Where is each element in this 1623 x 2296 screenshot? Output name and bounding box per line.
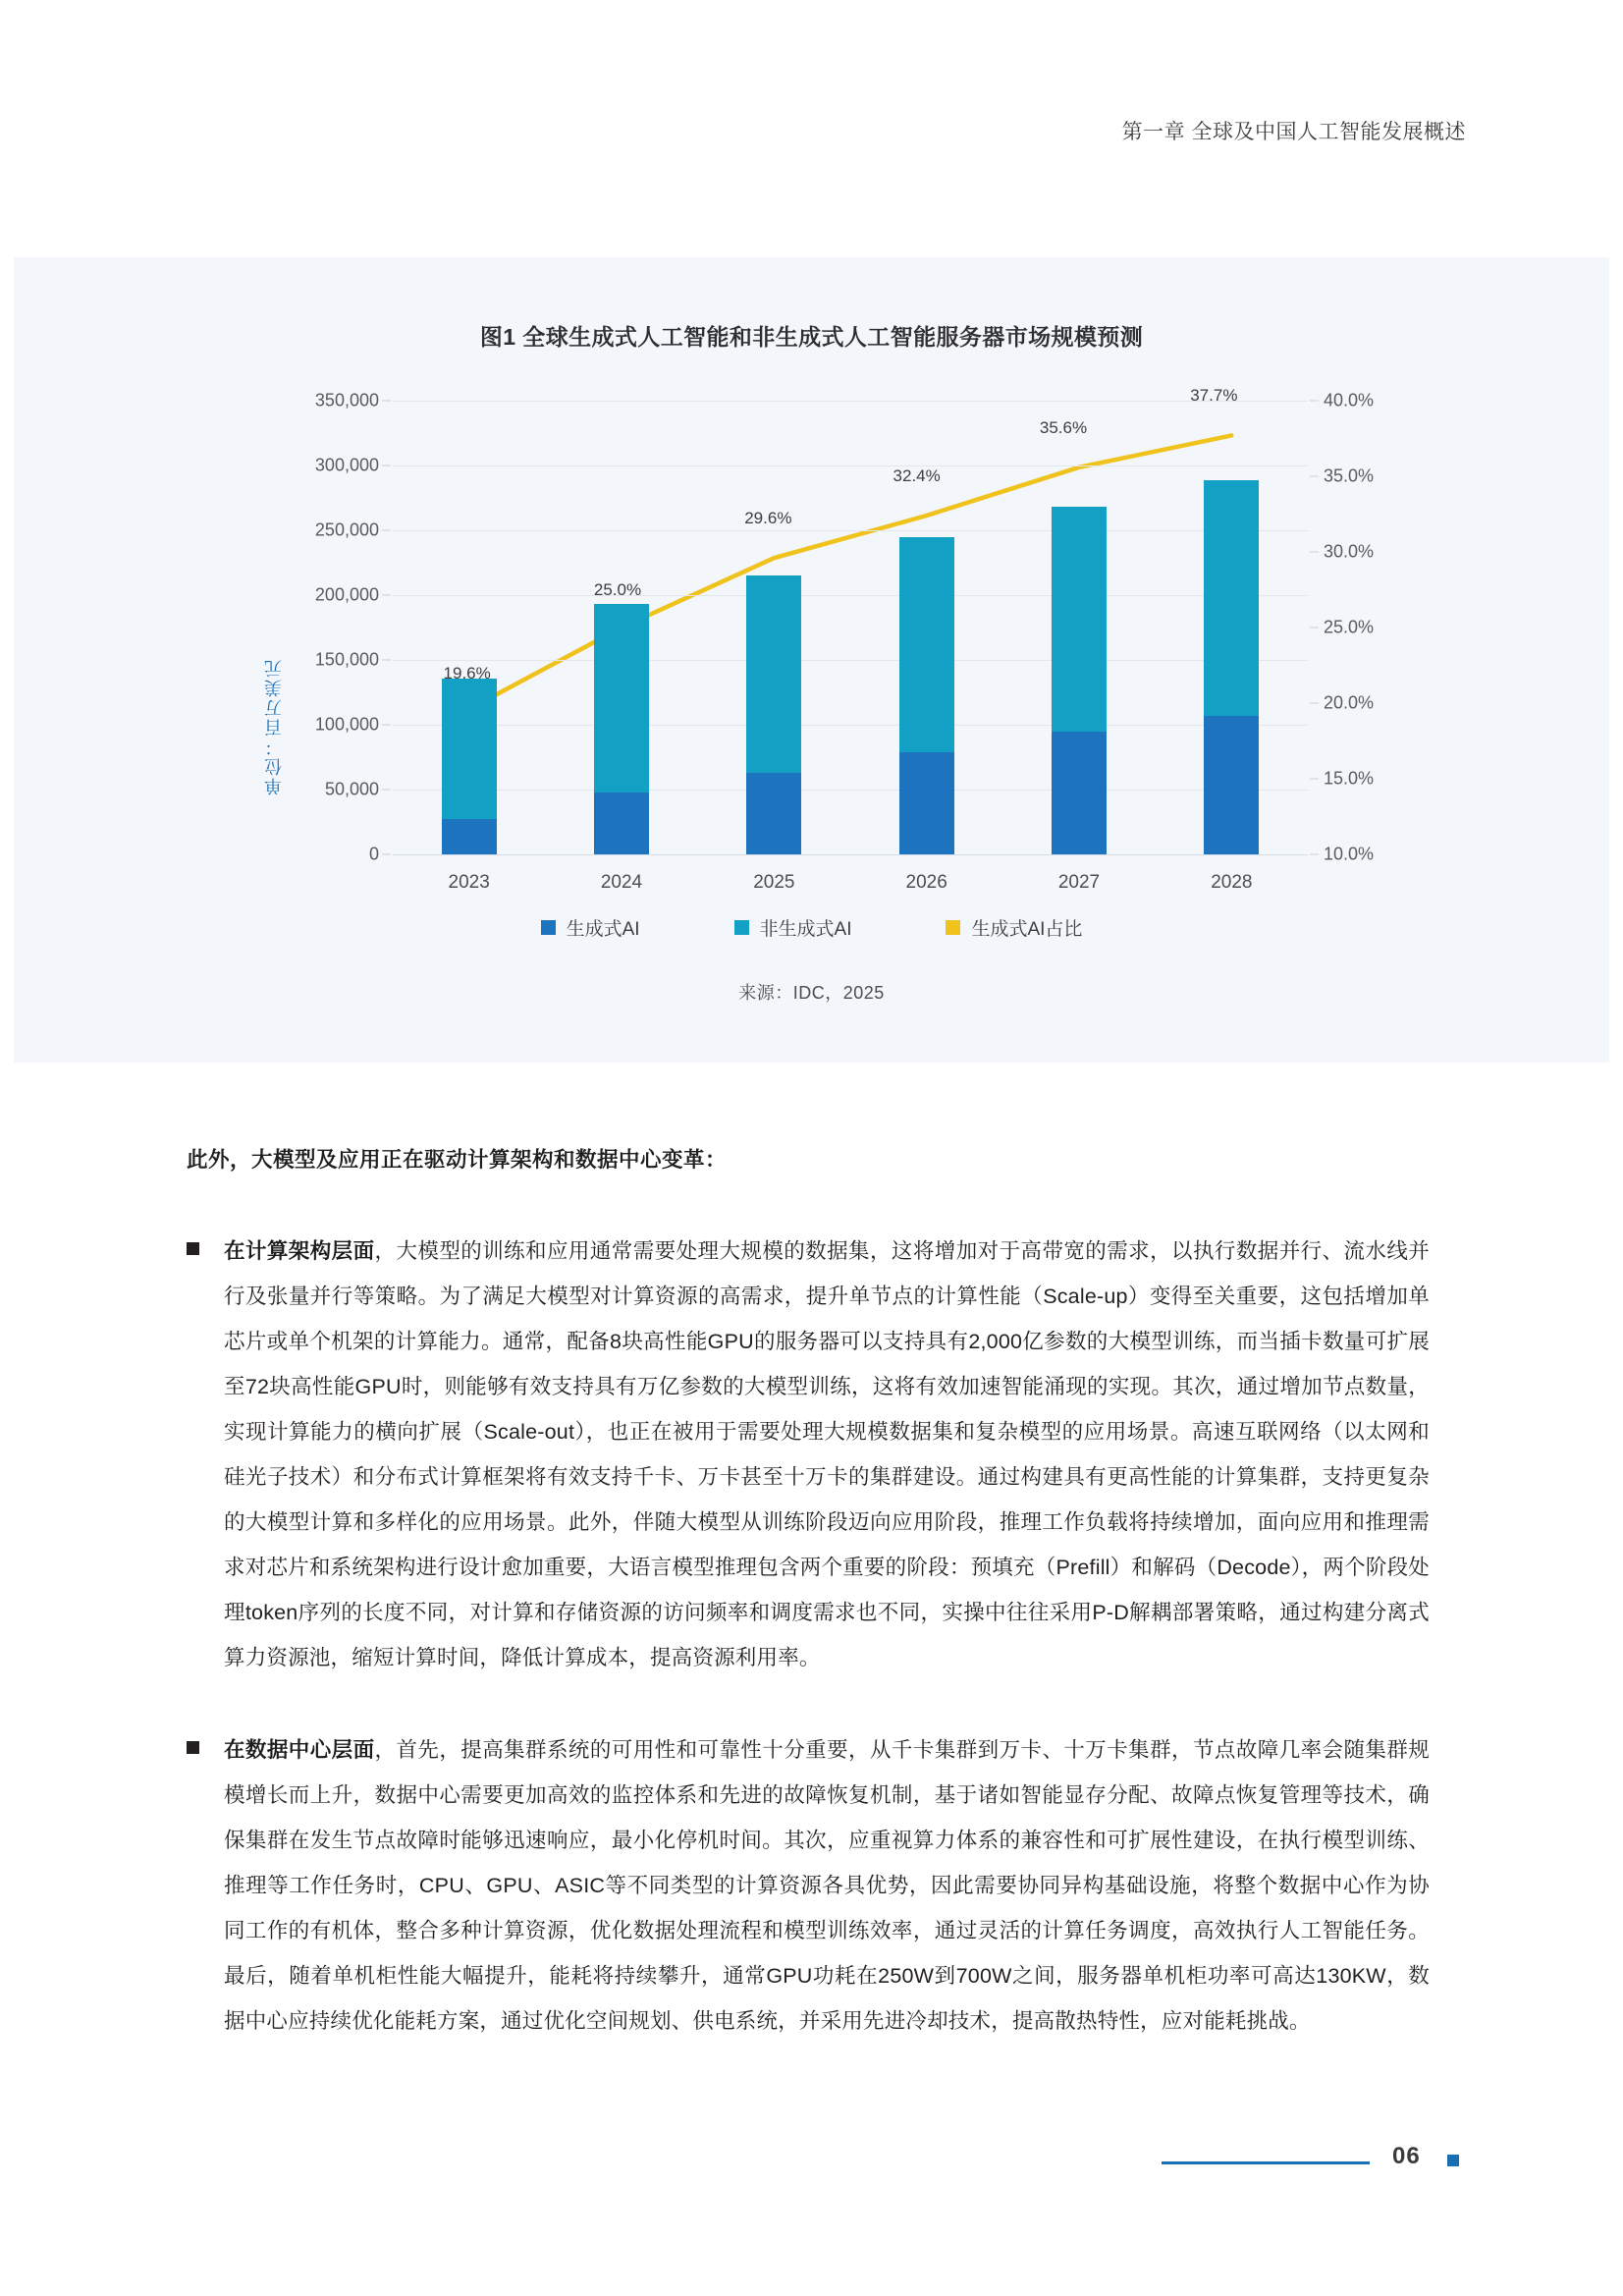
y-axis-unit-label: 单位：百万美元: [264, 658, 284, 795]
bar-segment-gen-ai[interactable]: [1204, 716, 1259, 854]
figure-source-note: 来源：IDC，2025: [738, 983, 885, 1003]
y-axis-tickmark: [382, 401, 391, 402]
bullet-heading: 在数据中心层面: [224, 1738, 375, 1762]
bar-segment-non-gen-ai[interactable]: [746, 575, 801, 773]
y-axis-tickmark: [382, 854, 391, 855]
legend-swatch-icon: [734, 920, 749, 935]
data-label-ratio: 32.4%: [893, 466, 941, 486]
figure-title: 图1 全球生成式人工智能和非生成式人工智能服务器市场规模预测: [479, 324, 1144, 350]
bar-segment-gen-ai[interactable]: [1052, 732, 1107, 854]
data-label-ratio: 37.7%: [1190, 386, 1238, 406]
running-header-chapter-title: 第一章 全球及中国人工智能发展概述: [1121, 121, 1466, 143]
y-axis-tick-label: 250,000: [314, 519, 379, 540]
x-axis-tick-label: 2027: [1057, 872, 1101, 893]
secondary-y-axis-tick-label: 30.0%: [1324, 541, 1375, 562]
market-size-forecast-chart: [14, 257, 1609, 1063]
gridline: [393, 660, 1308, 661]
bar-segment-non-gen-ai[interactable]: [594, 604, 649, 792]
gridline: [393, 854, 1308, 855]
ratio-line-series: [393, 401, 1308, 854]
stacked-bar[interactable]: [442, 678, 497, 854]
y-axis-tick-label: 200,000: [314, 584, 379, 605]
stacked-bar[interactable]: [899, 537, 954, 854]
bullet-marker-icon: [187, 1242, 199, 1255]
legend-label: 生成式AI: [566, 919, 640, 940]
legend-item[interactable]: [734, 914, 852, 941]
chart-plot-area: [314, 386, 1375, 893]
y-axis-tick-label: 0: [368, 844, 379, 864]
secondary-y-axis-tickmark: [1310, 476, 1319, 477]
secondary-y-axis-tick-label: 20.0%: [1324, 692, 1375, 713]
figure-panel: [14, 257, 1609, 1063]
bullet-list: [187, 1229, 1430, 2044]
footer-accent-square: [1447, 2155, 1459, 2166]
x-axis-tick-label: 2023: [448, 872, 490, 893]
footer-rule: [1162, 2161, 1370, 2164]
gridline: [393, 530, 1308, 531]
page-number: 06: [1392, 2143, 1421, 2169]
stacked-bar[interactable]: [1052, 507, 1107, 854]
bullet-paragraph: 在数据中心层面，首先，提高集群系统的可用性和可靠性十分重要，从千卡集群到万卡、十万卡集群，节点故障几率会随集群规模增长而上升，数据中心需要更加高效的监控体系和先进的故障恢复机制，基于诸如智能显存分配、故障点恢复管理等技术，确保集群在发生节点故障时能够迅速响应，最小化停机时间。其次，应重视算力体系的兼容性和可扩展性建设，在执行模型训练、推理等工作任务时，CPU、GPU、ASIC等不同类型的计算资源各具优势，因此需要协同异构基础设施，将整个数据中心作为协同工作的有机体，整合多种计算资源，优化数据处理流程和模型训练效率，通过灵活的计算任务调度，高效执行人工智能任务。最后，随着单机柜性能大幅提升，能耗将持续攀升，通常GPU功耗在250W到700W之间，服务器单机柜功率可高达130KW，数据中心应持续优化能耗方案，通过优化空间规划、供电系统，并采用先进冷却技术，提高散热特性，应对能耗挑战。: [224, 1738, 1430, 2033]
y-axis-tickmark: [382, 660, 391, 661]
bullet-item: [187, 1229, 1430, 1680]
x-axis-tick-label: 2026: [905, 872, 947, 893]
stacked-bar[interactable]: [1204, 480, 1259, 854]
legend-swatch-icon: [541, 920, 556, 935]
bar-segment-non-gen-ai[interactable]: [442, 679, 497, 820]
body-copy: [187, 1143, 1430, 2091]
bullet-marker-icon: [187, 1741, 199, 1754]
bar-segment-non-gen-ai[interactable]: [899, 537, 954, 752]
bar-segment-non-gen-ai[interactable]: [1052, 507, 1107, 731]
body-lead-paragraph: 此外，大模型及应用正在驱动计算架构和数据中心变革：: [187, 1148, 728, 1172]
chart-legend: [14, 914, 1609, 941]
gridline: [393, 401, 1308, 402]
y-axis-tickmark: [382, 530, 391, 531]
data-label-ratio: 35.6%: [1039, 417, 1088, 437]
bullet-heading: 在计算架构层面: [224, 1239, 375, 1263]
gridline: [393, 595, 1308, 596]
y-axis-tick-label: 300,000: [314, 455, 379, 475]
y-axis-tickmark: [382, 595, 391, 596]
secondary-y-axis-tick-label: 10.0%: [1324, 844, 1375, 864]
data-label-ratio: 19.6%: [443, 664, 491, 683]
gridline: [393, 465, 1308, 466]
bullet-item: [187, 1727, 1430, 2044]
bar-segment-gen-ai[interactable]: [594, 793, 649, 854]
gridline: [393, 790, 1308, 791]
secondary-y-axis-tick-label: 15.0%: [1324, 768, 1375, 789]
bar-segment-gen-ai[interactable]: [899, 752, 954, 854]
legend-label: 生成式AI占比: [971, 919, 1083, 940]
gridline: [393, 725, 1308, 726]
ratio-line-path: [469, 435, 1232, 709]
secondary-y-axis-tickmark: [1310, 703, 1319, 704]
bar-segment-non-gen-ai[interactable]: [1204, 480, 1259, 716]
x-axis-tick-label: 2028: [1211, 872, 1253, 893]
secondary-y-axis-tick-label: 40.0%: [1324, 390, 1375, 410]
bar-segment-gen-ai[interactable]: [442, 819, 497, 854]
y-axis-tickmark: [382, 465, 391, 466]
legend-item[interactable]: [541, 914, 640, 941]
y-axis-tick-label: 350,000: [314, 390, 379, 410]
data-label-ratio: 29.6%: [744, 509, 792, 528]
bullet-paragraph: 在计算架构层面，大模型的训练和应用通常需要处理大规模的数据集，这将增加对于高带宽的需求，以执行数据并行、流水线并行及张量并行等策略。为了满足大模型对计算资源的高需求，提升单节点的计算性能（Scale-up）变得至关重要，这包括增加单芯片或单个机架的计算能力。通常，配备8块高性能GPU的服务器可以支持具有2,000亿参数的大模型训练，而当插卡数量可扩展至72块高性能GPU时，则能够有效支持具有万亿参数的大模型训练，这将有效加速智能涌现的实现。其次，通过增加节点数量，实现计算能力的横向扩展（Scale-out），也正在被用于需要处理大规模数据集和复杂模型的应用场景。高速互联网络（以太网和硅光子技术）和分布式计算框架将有效支持千卡、万卡甚至十万卡的集群建设。通过构建具有更高性能的计算集群，支持更复杂的大模型计算和多样化的应用场景。此外，伴随大模型从训练阶段迈向应用阶段，推理工作负载将持续增加，面向应用和推理需求对芯片和系统架构进行设计愈加重要，大语言模型推理包含两个重要的阶段：预填充（Prefill）和解码（Decode），两个阶段处理token序列的长度不同，对计算和存储资源的访问频率和调度需求也不同，实操中往往采用P-D解耦部署策略，通过构建分离式算力资源池，缩短计算时间，降低计算成本，提高资源利用率。: [224, 1239, 1430, 1669]
legend-item[interactable]: [946, 914, 1082, 941]
secondary-y-axis-tickmark: [1310, 552, 1319, 553]
x-axis-tick-label: 2025: [753, 872, 795, 893]
secondary-y-axis-tickmark: [1310, 854, 1319, 855]
data-label-ratio: 25.0%: [593, 580, 642, 599]
legend-swatch-icon: [946, 920, 960, 935]
secondary-y-axis-tickmark: [1310, 779, 1319, 780]
stacked-bar[interactable]: [746, 575, 801, 854]
secondary-y-axis-tickmark: [1310, 628, 1319, 629]
y-axis-tickmark: [382, 725, 391, 726]
legend-label: 非生成式AI: [759, 919, 852, 940]
bar-segment-gen-ai[interactable]: [746, 773, 801, 854]
x-axis-tick-label: 2024: [600, 872, 643, 893]
y-axis-tick-label: 150,000: [314, 649, 379, 670]
y-axis-tick-label: 50,000: [324, 779, 379, 799]
y-axis-tickmark: [382, 790, 391, 791]
secondary-y-axis-tickmark: [1310, 401, 1319, 402]
secondary-y-axis-tick-label: 35.0%: [1324, 465, 1375, 486]
stacked-bar[interactable]: [594, 604, 649, 854]
y-axis-tick-label: 100,000: [314, 714, 379, 735]
secondary-y-axis-tick-label: 25.0%: [1324, 617, 1375, 637]
